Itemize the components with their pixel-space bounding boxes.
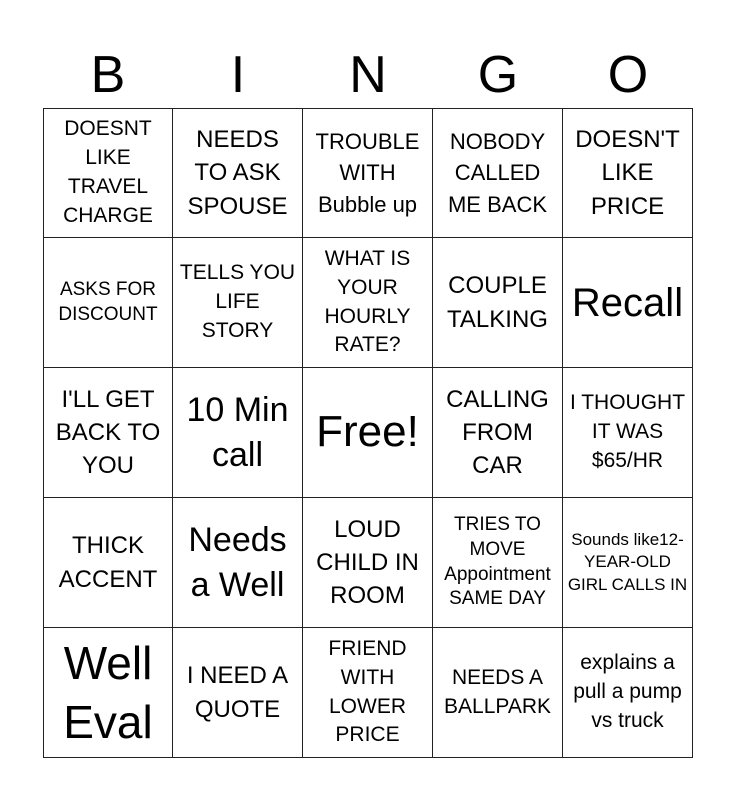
bingo-cell[interactable] (173, 238, 303, 368)
header-letter-n: N (349, 46, 387, 104)
cell-text: 10 Min call (186, 391, 289, 474)
header-letter-g: G (477, 46, 519, 104)
bingo-cell[interactable] (563, 498, 693, 628)
cell-text: I THOUGHT IT WAS $65/HR (569, 391, 686, 472)
bingo-cell[interactable] (303, 628, 433, 758)
bingo-cell[interactable] (563, 368, 693, 498)
header-letter-i: I (230, 46, 246, 104)
bingo-cell[interactable] (173, 628, 303, 758)
cell-text: COUPLE TALKING (447, 272, 548, 333)
bingo-header (43, 42, 693, 108)
cell-text: ASKS FOR DISCOUNT (58, 278, 158, 325)
cell-text: DOESN'T LIKE PRICE (575, 126, 680, 220)
bingo-cell[interactable] (43, 628, 173, 758)
free-space-text: Free! (316, 407, 419, 457)
bingo-cell[interactable] (563, 238, 693, 368)
bingo-cell[interactable] (433, 628, 563, 758)
cell-text: Well Eval (63, 636, 153, 748)
bingo-board (43, 108, 693, 758)
bingo-cell[interactable] (303, 108, 433, 238)
cell-text: Recall (571, 280, 684, 325)
bingo-cell[interactable] (563, 628, 693, 758)
cell-text: NOBODY CALLED ME BACK (447, 129, 548, 217)
cell-text: NEEDS TO ASK SPOUSE (187, 126, 288, 220)
bingo-cell[interactable] (303, 498, 433, 628)
cell-text: CALLING FROM CAR (446, 385, 549, 480)
cell-text: DOESNT LIKE TRAVEL CHARGE (63, 117, 153, 227)
cell-text: NEEDS A BALLPARK (444, 665, 551, 718)
bingo-cell[interactable] (173, 368, 303, 498)
bingo-cell[interactable] (43, 498, 173, 628)
cell-text: FRIEND WITH LOWER PRICE (328, 636, 407, 747)
cell-text: I NEED A QUOTE (186, 662, 289, 723)
header-letter-b: B (90, 46, 126, 104)
cell-text: LOUD CHILD IN ROOM (316, 515, 419, 610)
bingo-cell[interactable] (173, 108, 303, 238)
cell-text: Needs a Well (188, 521, 287, 604)
cell-text: TROUBLE WITH Bubble up (315, 129, 420, 217)
cell-text: I'LL GET BACK TO YOU (55, 385, 161, 480)
bingo-cell[interactable] (303, 238, 433, 368)
cell-text: THICK ACCENT (58, 532, 158, 593)
cell-text: Sounds like12-YEAR-OLD GIRL CALLS IN (567, 530, 688, 594)
header-letter-o: O (607, 46, 649, 104)
free-space-cell[interactable] (303, 368, 433, 498)
bingo-cell[interactable] (43, 368, 173, 498)
cell-text: WHAT IS YOUR HOURLY RATE? (324, 246, 411, 357)
bingo-cell[interactable] (563, 108, 693, 238)
bingo-cell[interactable] (43, 238, 173, 368)
cell-text: explains a pull a pump vs truck (573, 651, 682, 732)
bingo-cell[interactable] (433, 498, 563, 628)
bingo-cell[interactable] (173, 498, 303, 628)
bingo-cell[interactable] (43, 108, 173, 238)
bingo-cell[interactable] (433, 108, 563, 238)
cell-text: TRIES TO MOVE Appointment SAME DAY (444, 514, 551, 610)
bingo-cell[interactable] (433, 368, 563, 498)
cell-text: TELLS YOU LIFE STORY (179, 261, 296, 342)
bingo-cell[interactable] (433, 238, 563, 368)
